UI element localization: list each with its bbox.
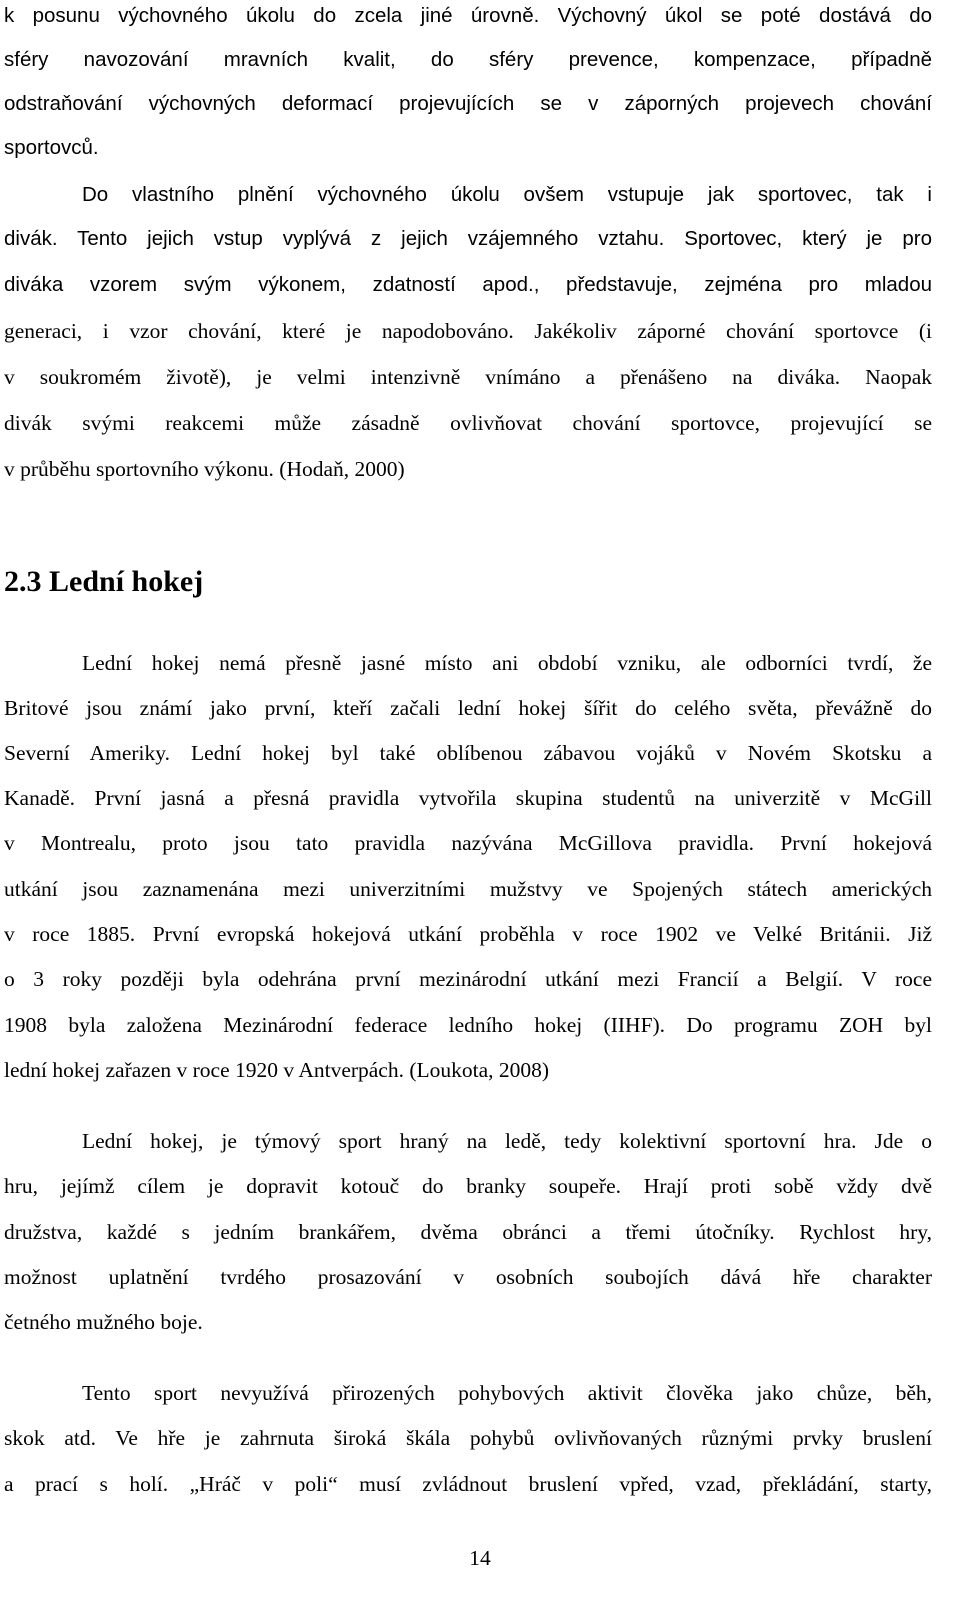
paragraph-line: v roce 1885. První evropská hokejová utkání proběhla v roce 1902 ve Velké Británii. Již (4, 922, 932, 946)
paragraph-line: hru, jejímž cílem je dopravit kotouč do branky soupeře. Hrají proti sobě vždy dvě (4, 1174, 932, 1198)
paragraph-line: generaci, i vzor chování, které je napodobováno. Jakékoliv záporné chování sportovce (i (4, 319, 932, 343)
paragraph-line: Britové jsou známí jako první, kteří začali lední hokej šířit do celého světa, převážně do (4, 696, 932, 720)
paragraph-line: možnost uplatnění tvrdého prosazování v osobních soubojích dává hře charakter (4, 1265, 932, 1289)
paragraph-line: v Montrealu, proto jsou tato pravidla nazývána McGillova pravidla. První hokejová (4, 831, 932, 855)
section-heading: 2.3 Lední hokej (4, 565, 204, 598)
paragraph-line: Severní Ameriky. Lední hokej byl také oblíbenou zábavou vojáků v Novém Skotsku a (4, 741, 932, 765)
paragraph-line: Tento sport nevyužívá přirozených pohybových aktivit člověka jako chůze, běh, (82, 1381, 932, 1405)
paragraph-line: skok atd. Ve hře je zahrnuta široká škála pohybů ovlivňovaných různými prvky bruslení (4, 1426, 932, 1450)
paragraph-line: divák svými reakcemi může zásadně ovlivňovat chování sportovce, projevující se (4, 411, 932, 435)
paragraph-line: Do vlastního plnění výchovného úkolu ovšem vstupuje jak sportovec, tak i (82, 183, 932, 206)
paragraph-line: utkání jsou zaznamenána mezi univerzitními mužstvy ve Spojených státech amerických (4, 877, 932, 901)
paragraph-line: Lední hokej nemá přesně jasné místo ani období vzniku, ale odborníci tvrdí, že (82, 651, 932, 675)
paragraph-line: v soukromém životě), je velmi intenzivně vnímáno a přenášeno na diváka. Naopak (4, 365, 932, 389)
paragraph-line: divák. Tento jejich vstup vyplývá z jejich vzájemného vztahu. Sportovec, který je pro (4, 227, 932, 250)
paragraph-line: lední hokej zařazen v roce 1920 v Antverpách. (Loukota, 2008) (4, 1058, 550, 1082)
paragraph-line: družstva, každé s jedním brankářem, dvěma obránci a třemi útočníky. Rychlost hry, (4, 1220, 932, 1244)
paragraph-line: diváka vzorem svým výkonem, zdatností apod., představuje, zejména pro mladou (4, 273, 932, 296)
paragraph-line: v průběhu sportovního výkonu. (Hodaň, 2000) (4, 457, 405, 481)
paragraph-line: Lední hokej, je týmový sport hraný na ledě, tedy kolektivní sportovní hra. Jde o (82, 1129, 932, 1153)
paragraph-line: k posunu výchovného úkolu do zcela jiné úrovně. Výchovný úkol se poté dostává do (4, 4, 932, 27)
paragraph-line: četného mužného boje. (4, 1310, 203, 1334)
paragraph-line: odstraňování výchovných deformací projevujících se v záporných projevech chování (4, 92, 932, 115)
paragraph-line: o 3 roky později byla odehrána první mezinárodní utkání mezi Francií a Belgií. V roce (4, 967, 932, 991)
paragraph-line: sféry navozování mravních kvalit, do sféry prevence, kompenzace, případně (4, 48, 932, 71)
paragraph-line: 1908 byla založena Mezinárodní federace ledního hokej (IIHF). Do programu ZOH byl (4, 1013, 932, 1037)
paragraph-line: Kanadě. První jasná a přesná pravidla vytvořila skupina studentů na univerzitě v McGill (4, 786, 932, 810)
paragraph-line: a prací s holí. „Hráč v poli“ musí zvládnout bruslení vpřed, vzad, překládání, starty, (4, 1472, 932, 1496)
paragraph-line: sportovců. (4, 136, 99, 159)
page-number: 14 (469, 1546, 491, 1570)
